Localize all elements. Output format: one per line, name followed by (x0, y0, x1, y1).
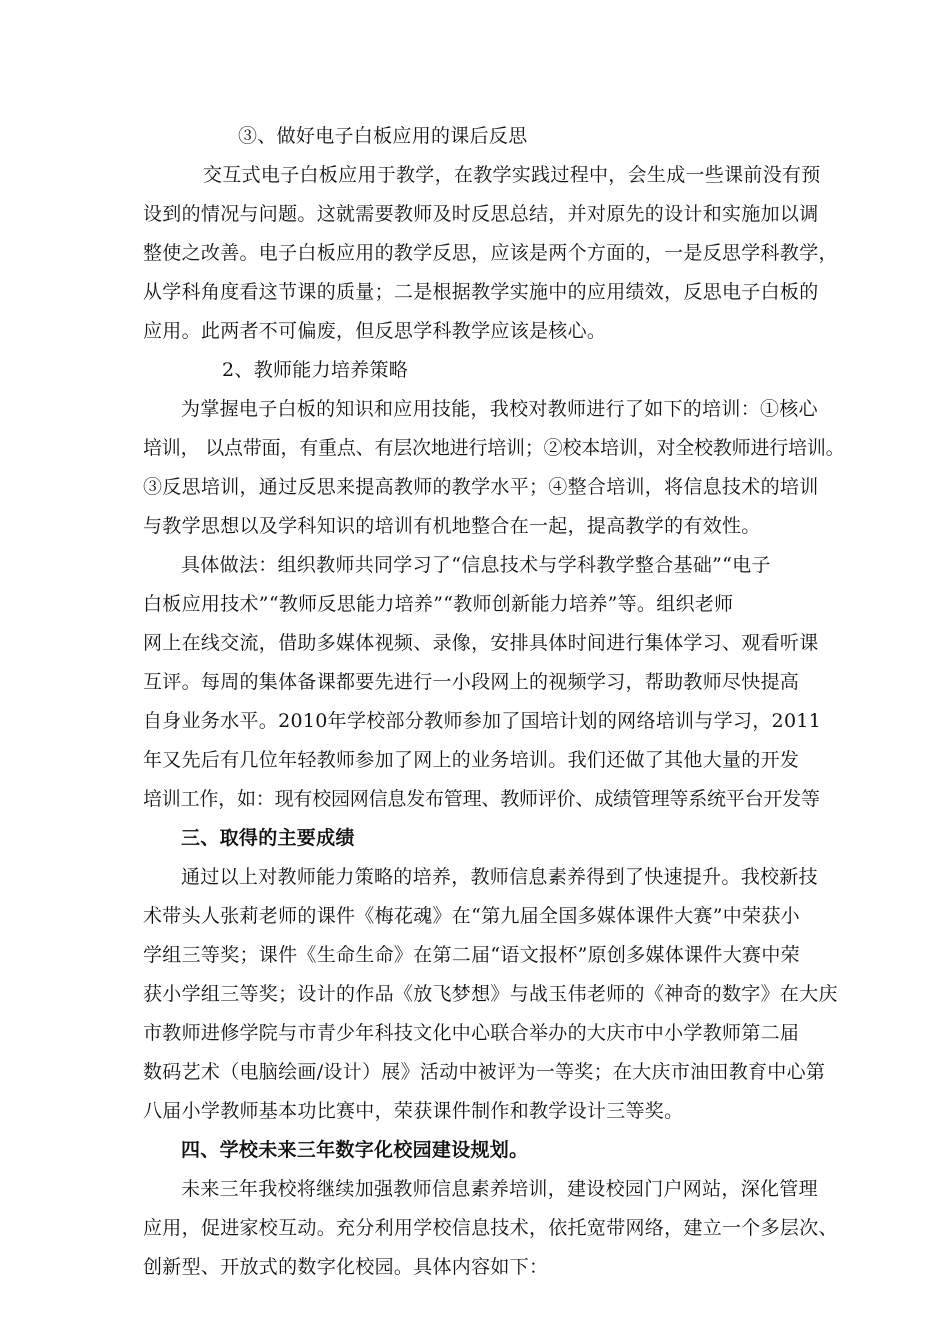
paragraph-line: 交互式电子白板应用于教学，在教学实践过程中，会生成一些课前没有预 (203, 164, 821, 186)
paragraph-line: 为掌握电子白板的知识和应用技能，我校对教师进行了如下的培训：①核心 (181, 398, 818, 420)
subheading-reflection: ③、做好电子白板应用的课后反思 (238, 125, 528, 147)
paragraph-line: 创新型、开放式的数字化校园。具体内容如下： (143, 1256, 549, 1278)
paragraph-line: 八届小学教师基本功比赛中，荣获课件制作和教学设计三等奖。 (143, 1100, 684, 1122)
paragraph-line: 具体做法：组织教师共同学习了“信息技术与学科教学整合基础”“电子 (181, 554, 771, 576)
paragraph-line: 未来三年我校将继续加强教师信息素养培训，建设校园门户网站，深化管理 (181, 1178, 818, 1200)
paragraph-line: 从学科角度看这节课的质量；二是根据教学实施中的应用绩效，反思电子白板的 (143, 281, 819, 303)
paragraph-line: 培训， 以点带面，有重点、有层次地进行培训；②校本培训，对全校教师进行培训。 (143, 437, 845, 459)
paragraph-line: 应用，促进家校互动。充分利用学校信息技术，依托宽带网络，建立一个多层次、 (143, 1217, 838, 1239)
paragraph-line: 年又先后有几位年轻教师参加了网上的业务培训。我们还做了其他大量的开发 (143, 749, 800, 771)
paragraph-line: 自身业务水平。2010年学校部分教师参加了国培计划的网络培训与学习，2011 (143, 710, 822, 732)
paragraph-line: 数码艺术（电脑绘画/设计）展》活动中被评为一等奖；在大庆市油田教育中心第 (143, 1061, 826, 1083)
paragraph-line: 互评。每周的集体备课都要先进行一小段网上的视频学习，帮助教师尽快提高 (143, 671, 800, 693)
paragraph-line: 与教学思想以及学科知识的培训有机地整合在一起，提高教学的有效性。 (143, 515, 761, 537)
paragraph-line: 网上在线交流，借助多媒体视频、录像，安排具体时间进行集体学习、观看听课 (143, 632, 819, 654)
paragraph-line: 术带头人张莉老师的课件《梅花魂》在“第九届全国多媒体课件大赛”中荣获小 (143, 905, 800, 927)
paragraph-line: 培训工作，如：现有校园网信息发布管理、教师评价、成绩管理等系统平台开发等 (143, 788, 820, 810)
paragraph-line: 学组三等奖；课件《生命生命》在第二届“语文报杯”原创多媒体课件大赛中荣 (143, 944, 800, 966)
paragraph-line: 整使之改善。电子白板应用的教学反思，应该是两个方面的，一是反思学科教学， (143, 242, 838, 264)
section-heading-future-plan: 四、学校未来三年数字化校园建设规划。 (181, 1139, 529, 1161)
paragraph-line: 通过以上对教师能力策略的培养，教师信息素养得到了快速提升。我校新技 (181, 866, 818, 888)
section-heading-achievements: 三、取得的主要成绩 (181, 827, 355, 849)
paragraph-line: 应用。此两者不可偏废，但反思学科教学应该是核心。 (143, 320, 607, 342)
paragraph-line: 市教师进修学院与市青少年科技文化中心联合举办的大庆市中小学教师第二届 (143, 1022, 800, 1044)
subheading-teacher-training: 2、教师能力培养策略 (222, 359, 409, 381)
paragraph-line: 白板应用技术”“教师反思能力培养”“教师创新能力培养”等。组织老师 (143, 593, 734, 615)
paragraph-line: 获小学组三等奖；设计的作品《放飞梦想》与战玉伟老师的《神奇的数字》在大庆 (143, 983, 838, 1005)
paragraph-line: 设到的情况与问题。这就需要教师及时反思总结，并对原先的设计和实施加以调 (143, 203, 819, 225)
paragraph-line: ③反思培训，通过反思来提高教师的教学水平；④整合培训，将信息技术的培训 (143, 476, 819, 498)
